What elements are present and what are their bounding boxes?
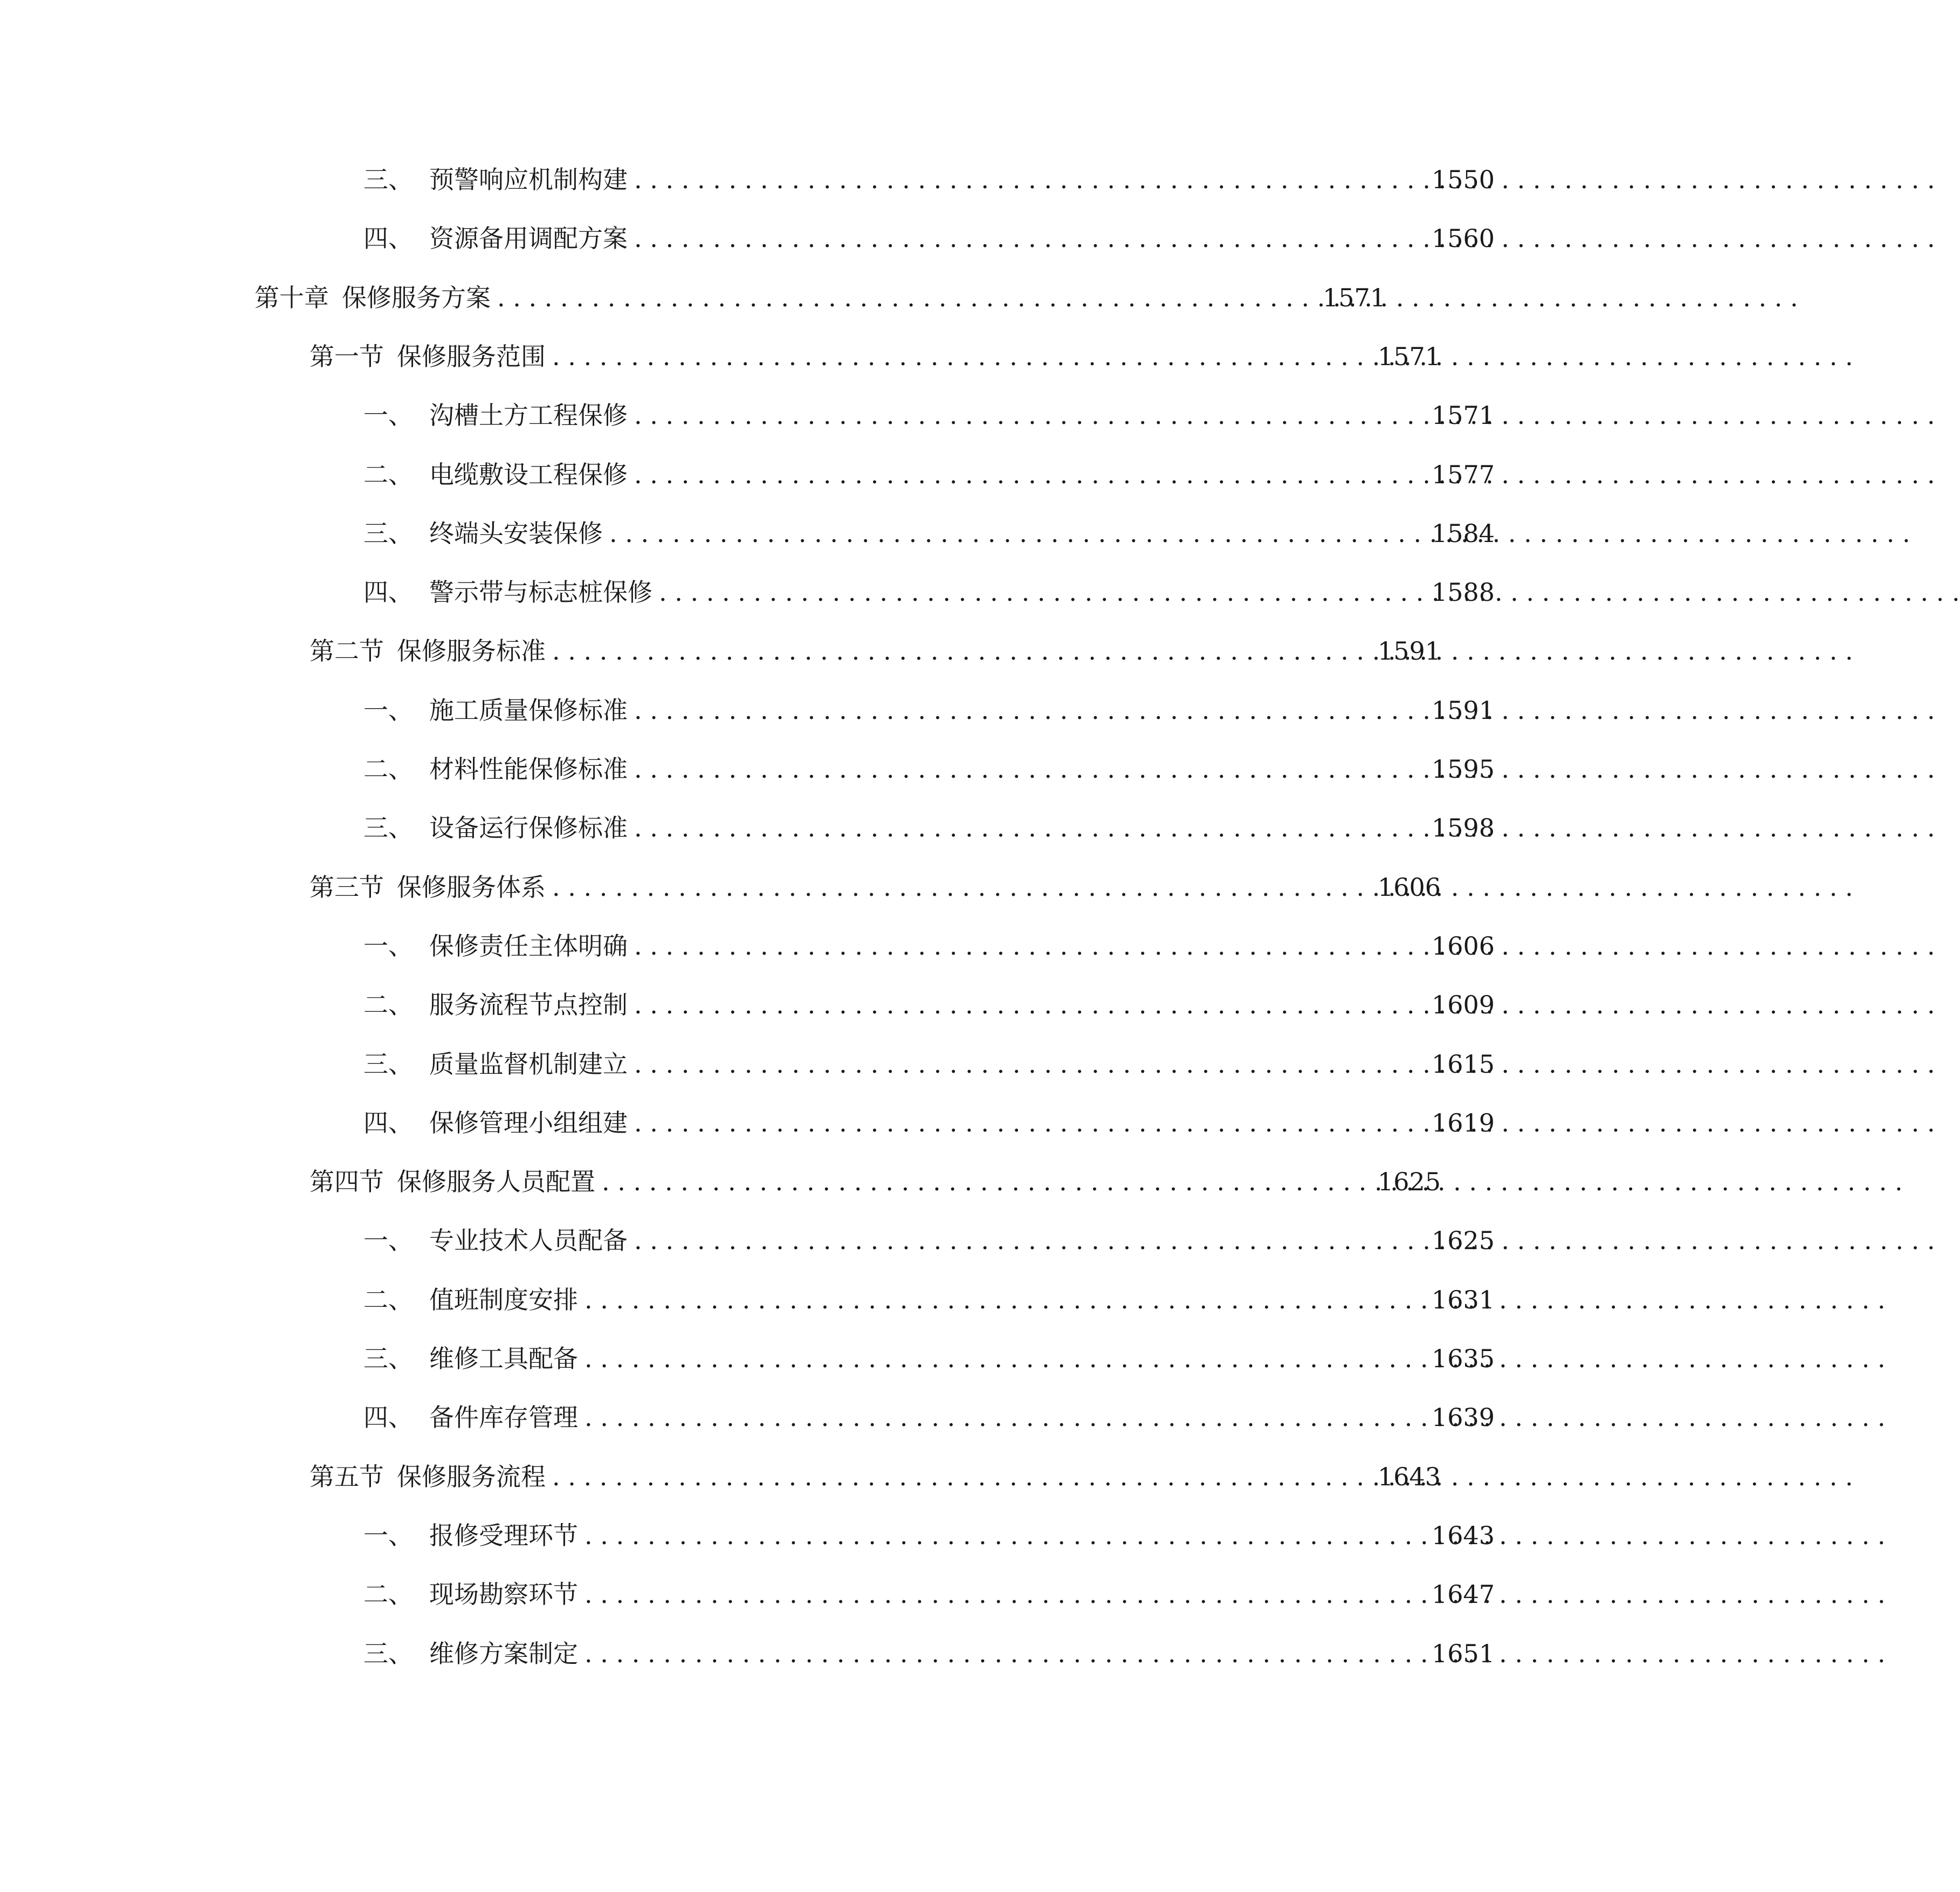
toc-entry-page-number: 1606 — [1432, 931, 1495, 961]
toc-entry[interactable] — [0, 621, 1647, 681]
toc-dot-leader — [584, 1582, 1426, 1607]
toc-entry-page-number: 1647 — [1432, 1580, 1495, 1609]
toc-entry-page-number: 1643 — [1378, 1462, 1441, 1491]
toc-entry-index: 二、 — [363, 1285, 413, 1314]
toc-entry-title: 终端头安装保修 — [429, 518, 603, 548]
toc-entry[interactable] — [0, 1152, 1647, 1211]
toc-entry[interactable] — [0, 1565, 1701, 1624]
toc-entry-title: 保修服务方案 — [342, 283, 491, 312]
toc-entry-page-number: 1625 — [1432, 1226, 1495, 1256]
toc-entry[interactable] — [0, 739, 1701, 799]
toc-entry[interactable] — [0, 327, 1647, 386]
toc-entry[interactable] — [0, 150, 1701, 209]
toc-dot-leader — [584, 1405, 1426, 1430]
toc-entry[interactable] — [0, 1034, 1701, 1094]
toc-entry[interactable] — [0, 1624, 1701, 1683]
toc-entry[interactable] — [0, 681, 1701, 740]
toc-dot-leader — [634, 226, 1426, 251]
toc-entry-title: 沟槽土方工程保修 — [429, 401, 628, 430]
toc-entry[interactable] — [0, 1506, 1701, 1565]
toc-entry-index: 三、 — [363, 165, 413, 194]
toc-entry-page-number: 1625 — [1378, 1167, 1441, 1197]
toc-entry[interactable] — [0, 1270, 1701, 1329]
toc-entry-index: 二、 — [363, 755, 413, 784]
toc-entry-title: 保修服务流程 — [397, 1462, 546, 1491]
toc-entry-index: 四、 — [363, 224, 413, 253]
toc-entry-index: 四、 — [363, 1108, 413, 1137]
toc-entry-index: 三、 — [363, 813, 413, 843]
toc-entry-title: 预警响应机制构建 — [429, 165, 628, 194]
toc-dot-leader — [634, 934, 1426, 958]
toc-entry-index: 一、 — [363, 931, 413, 961]
toc-dot-leader — [552, 344, 1372, 369]
toc-entry-page-number: 1619 — [1432, 1108, 1495, 1137]
toc-entry-title: 电缆敷设工程保修 — [429, 460, 628, 489]
toc-entry-title: 备件库存管理 — [429, 1403, 578, 1432]
toc-dot-leader — [634, 1052, 1426, 1077]
toc-entry-title: 资源备用调配方案 — [429, 224, 628, 253]
toc-entry-index: 第五节 — [310, 1462, 384, 1491]
toc-entry-page-number: 1606 — [1378, 872, 1441, 902]
toc-entry-page-number: 1591 — [1378, 636, 1441, 666]
toc-entry-title: 保修服务体系 — [397, 872, 546, 902]
toc-entry-title: 保修责任主体明确 — [429, 931, 628, 961]
toc-dot-leader — [634, 462, 1426, 487]
toc-entry-index: 第十章 — [255, 283, 329, 312]
toc-entry[interactable] — [0, 798, 1701, 858]
toc-entry-index: 四、 — [363, 1403, 413, 1432]
toc-entry-index: 一、 — [363, 1226, 413, 1256]
toc-entry-page-number: 1550 — [1432, 165, 1495, 194]
toc-entry-page-number: 1639 — [1432, 1403, 1495, 1432]
toc-entry-page-number: 1615 — [1432, 1049, 1495, 1079]
toc-entry-index: 第二节 — [310, 636, 384, 666]
toc-dot-leader — [609, 521, 1426, 546]
toc-entry[interactable] — [0, 1093, 1701, 1153]
toc-entry-index: 二、 — [363, 990, 413, 1020]
toc-entry-index: 一、 — [363, 695, 413, 725]
toc-entry-index: 一、 — [363, 1520, 413, 1550]
toc-dot-leader — [584, 1523, 1426, 1548]
toc-entry[interactable] — [0, 504, 1701, 563]
toc-dot-leader — [634, 1228, 1426, 1253]
toc-entry-title: 专业技术人员配备 — [429, 1226, 628, 1256]
toc-entry-title: 警示带与标志桩保修 — [429, 578, 652, 607]
toc-entry-title: 服务流程节点控制 — [429, 990, 628, 1020]
toc-entry[interactable] — [0, 1388, 1701, 1447]
toc-dot-leader — [634, 698, 1426, 723]
toc-entry-page-number: 1571 — [1378, 341, 1441, 371]
toc-entry-page-number: 1651 — [1432, 1639, 1495, 1668]
toc-entry[interactable] — [0, 916, 1701, 976]
toc-dot-leader — [634, 992, 1426, 1017]
toc-entry[interactable] — [0, 858, 1647, 917]
toc-entry-index: 三、 — [363, 1639, 413, 1668]
toc-entry-title: 材料性能保修标准 — [429, 755, 628, 784]
toc-dot-leader — [634, 403, 1426, 428]
toc-dot-leader — [634, 167, 1426, 192]
toc-entry-page-number: 1609 — [1432, 990, 1495, 1020]
toc-entry-page-number: 1560 — [1432, 224, 1495, 253]
toc-entry-title: 值班制度安排 — [429, 1285, 578, 1314]
toc-entry-page-number: 1631 — [1432, 1285, 1495, 1314]
toc-entry[interactable] — [0, 209, 1701, 268]
toc-entry-index: 三、 — [363, 518, 413, 548]
toc-entry-title: 现场勘察环节 — [429, 1580, 578, 1609]
toc-dot-leader — [584, 1346, 1426, 1371]
toc-entry[interactable] — [0, 1329, 1701, 1388]
toc-entry-page-number: 1591 — [1432, 695, 1495, 725]
toc-entry-title: 保修服务范围 — [397, 341, 546, 371]
toc-entry[interactable] — [0, 975, 1701, 1034]
toc-entry-page-number: 1588 — [1432, 578, 1495, 607]
toc-entry-title: 保修服务人员配置 — [397, 1167, 595, 1197]
toc-entry-index: 一、 — [363, 401, 413, 430]
toc-entry-title: 质量监督机制建立 — [429, 1049, 628, 1079]
toc-entry[interactable] — [0, 386, 1701, 445]
toc-entry[interactable] — [0, 445, 1701, 504]
toc-entry-index: 二、 — [363, 460, 413, 489]
toc-entry-page-number: 1584 — [1432, 518, 1495, 548]
toc-entry-index: 第三节 — [310, 872, 384, 902]
toc-entry-page-number: 1635 — [1432, 1344, 1495, 1373]
toc-entry-index: 四、 — [363, 578, 413, 607]
toc-entry-title: 保修服务标准 — [397, 636, 546, 666]
toc-entry-page-number: 1595 — [1432, 755, 1495, 784]
toc-entry-index: 第一节 — [310, 341, 384, 371]
toc-entry[interactable] — [0, 1211, 1701, 1270]
toc-entry[interactable] — [0, 1447, 1647, 1506]
toc-dot-leader — [602, 1169, 1372, 1194]
toc-dot-leader — [552, 1464, 1372, 1489]
toc-entry-title: 设备运行保修标准 — [429, 813, 628, 843]
toc-entry-page-number: 1598 — [1432, 813, 1495, 843]
toc-entry-page-number: 1577 — [1432, 460, 1495, 489]
toc-entry-page-number: 1643 — [1432, 1520, 1495, 1550]
toc-dot-leader — [659, 580, 1426, 605]
toc-entry-index: 第四节 — [310, 1167, 384, 1197]
toc-dot-leader — [634, 815, 1426, 840]
toc-entry-index: 二、 — [363, 1580, 413, 1609]
toc-dot-leader — [634, 757, 1426, 782]
toc-entry-title: 报修受理环节 — [429, 1520, 578, 1550]
toc-dot-leader — [584, 1287, 1426, 1312]
toc-entry-index: 三、 — [363, 1049, 413, 1079]
toc-entry-title: 维修工具配备 — [429, 1344, 578, 1373]
toc-dot-leader — [497, 285, 1317, 310]
toc-entry[interactable] — [0, 268, 1592, 327]
toc-entry-page-number: 1571 — [1323, 283, 1386, 312]
toc-dot-leader — [552, 875, 1372, 900]
toc-entry[interactable] — [0, 563, 1701, 622]
toc-entry-title: 施工质量保修标准 — [429, 695, 628, 725]
toc-dot-leader — [584, 1641, 1426, 1666]
toc-entry-title: 保修管理小组组建 — [429, 1108, 628, 1137]
toc-entry-title: 维修方案制定 — [429, 1639, 578, 1668]
toc-dot-leader — [552, 639, 1372, 663]
toc-dot-leader — [634, 1110, 1426, 1135]
toc-entry-index: 三、 — [363, 1344, 413, 1373]
toc-entry-page-number: 1571 — [1432, 401, 1495, 430]
